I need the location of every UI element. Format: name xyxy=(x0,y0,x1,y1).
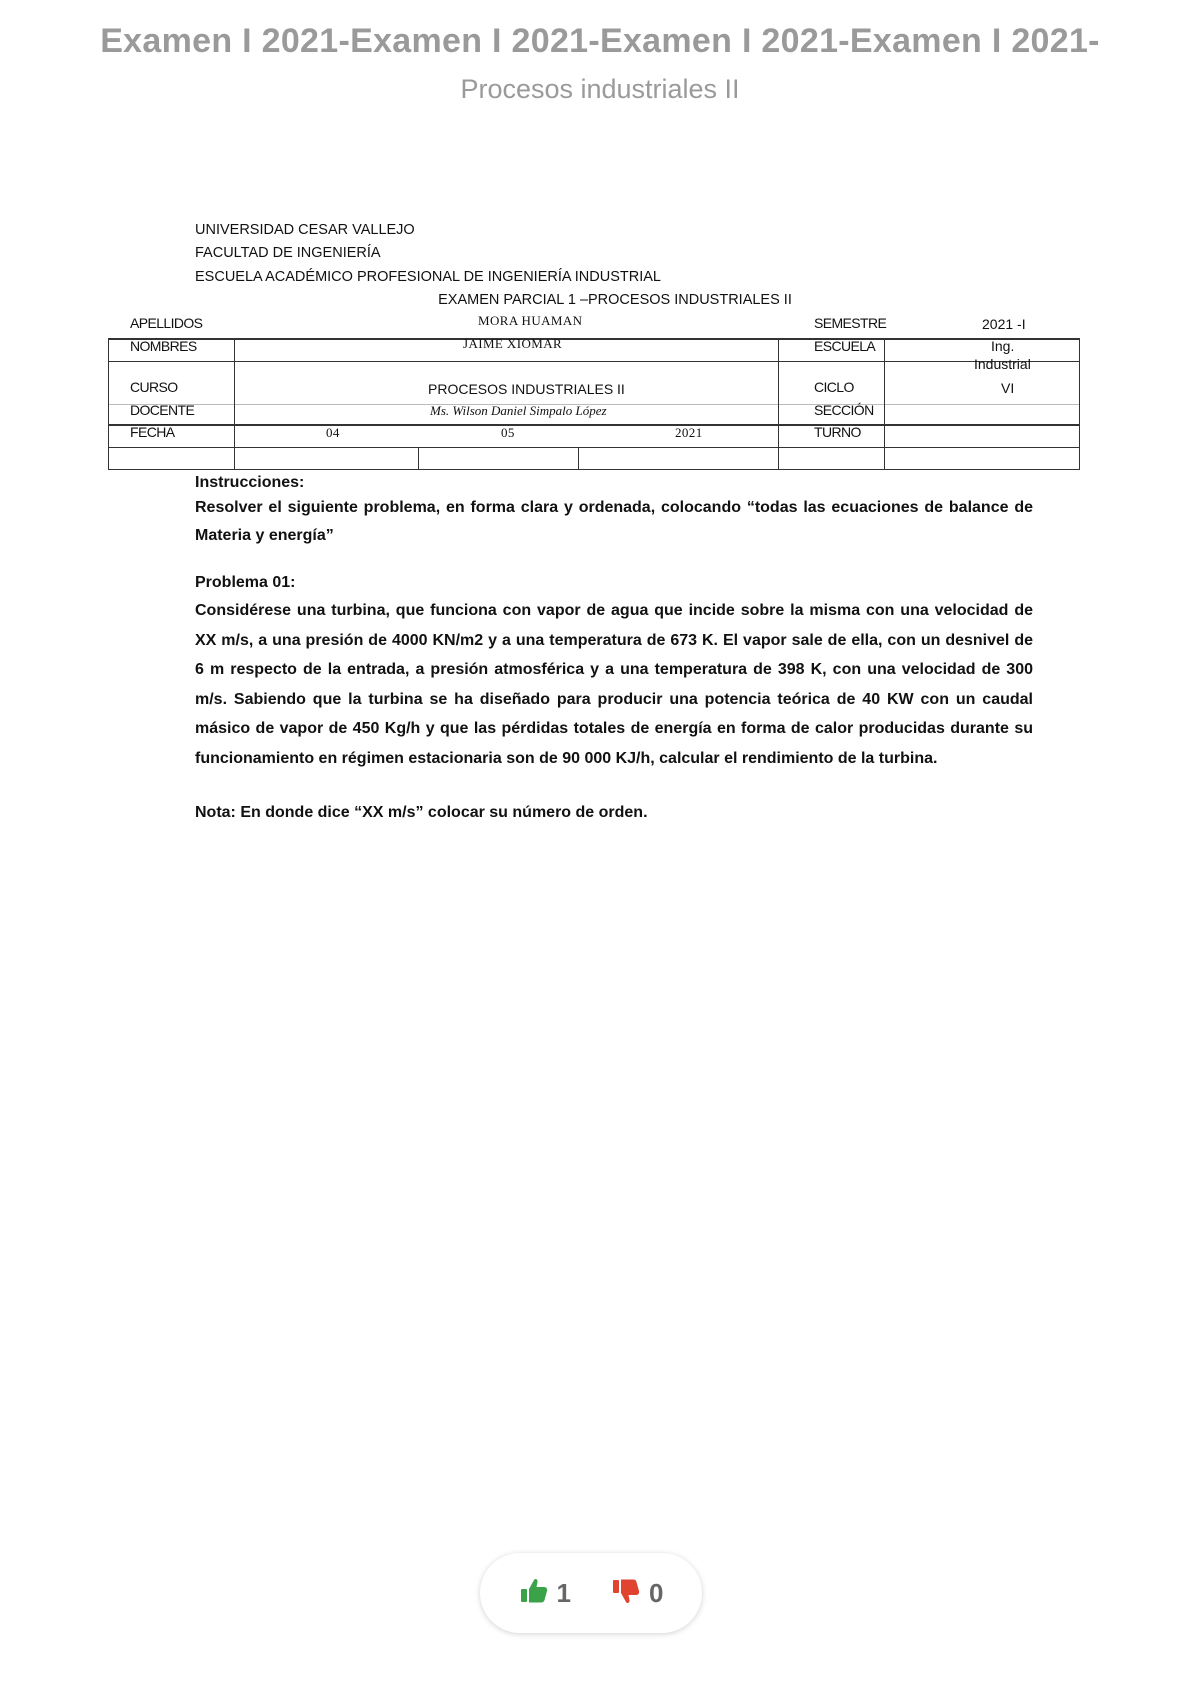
semestre-value: 2021 -I xyxy=(982,316,1026,332)
page-subtitle: Procesos industriales II xyxy=(460,74,740,104)
vote-widget xyxy=(480,1553,702,1633)
docente-value: Ms. Wilson Daniel Simpalo López xyxy=(430,403,607,418)
curso-label: CURSO xyxy=(130,379,178,395)
downvote-button[interactable] xyxy=(611,1577,663,1610)
apellidos-label: APELLIDOS xyxy=(130,315,203,331)
turno-label: TURNO xyxy=(814,424,861,440)
exam-title: EXAMEN PARCIAL 1 –PROCESOS INDUSTRIALES II xyxy=(438,292,792,308)
downvote-count: 0 xyxy=(649,1577,664,1608)
curso-value: PROCESOS INDUSTRIALES II xyxy=(428,381,625,397)
nombres-label: NOMBRES xyxy=(130,338,197,354)
nombres-value: JAIME XIOMAR xyxy=(463,336,563,351)
student-info-table xyxy=(108,313,1080,470)
escuela-label: ESCUELA xyxy=(814,338,876,354)
problem-text: Considérese una turbina, que funciona con vapor de agua que incide sobre la misma con una velocidad de XX m/s, a una presión de 4000 KN/m2 y a una temperatura de 673 K. El vapor sale de ella, con un desnivel de 6 m respecto de la entrada, a presión atmosférica y a una temperatura de 398 K, con una velocidad de 300 m/s. Sabiendo que la turbina se ha diseñado para producir una potencia teórica de 40 KW con un caudal másico de vapor de 450 Kg/h y que las pérdidas totales de energía en forma de calor producidas durante su funcionamiento en régimen estacionaria son de 90 000 KJ/h, calcular el rendimiento de la turbina. xyxy=(195,602,1033,767)
problem-note: Nota: En donde dice “XX m/s” colocar su número de orden. xyxy=(195,804,648,821)
apellidos-value: MORA HUAMAN xyxy=(478,313,583,328)
seccion-label: SECCIÓN xyxy=(814,402,874,418)
ciclo-label: CICLO xyxy=(814,379,854,395)
upvote-count: 1 xyxy=(556,1577,571,1608)
fecha-label: FECHA xyxy=(130,424,175,440)
escuela-value-line2: Industrial xyxy=(974,356,1031,372)
page-title: Examen I 2021-Examen I 2021-Examen I 2021-Examen I 2021- xyxy=(100,22,1100,60)
upvote-button[interactable] xyxy=(519,1577,571,1610)
ciclo-value: VI xyxy=(1001,380,1015,396)
school-name: ESCUELA ACADÉMICO PROFESIONAL DE INGENIERÍA INDUSTRIAL xyxy=(195,269,661,285)
university-name: UNIVERSIDAD CESAR VALLEJO xyxy=(195,222,415,238)
instructions-heading: Instrucciones: xyxy=(195,474,305,491)
fecha-day: 04 xyxy=(326,425,340,440)
escuela-value-line1: Ing. xyxy=(991,338,1015,354)
problem-heading: Problema 01: xyxy=(195,574,296,591)
semestre-label: SEMESTRE xyxy=(814,315,887,331)
instructions-text: Resolver el siguiente problema, en forma clara y ordenada, colocando “todas las ecuaciones de balance de Materia y energía” xyxy=(195,499,1033,544)
faculty-name: FACULTAD DE INGENIERÍA xyxy=(195,245,381,261)
fecha-month: 05 xyxy=(501,425,515,440)
thumbs-down-icon xyxy=(611,1577,641,1610)
thumbs-up-icon xyxy=(519,1577,549,1610)
fecha-year: 2021 xyxy=(675,425,703,440)
docente-label: DOCENTE xyxy=(130,402,195,418)
